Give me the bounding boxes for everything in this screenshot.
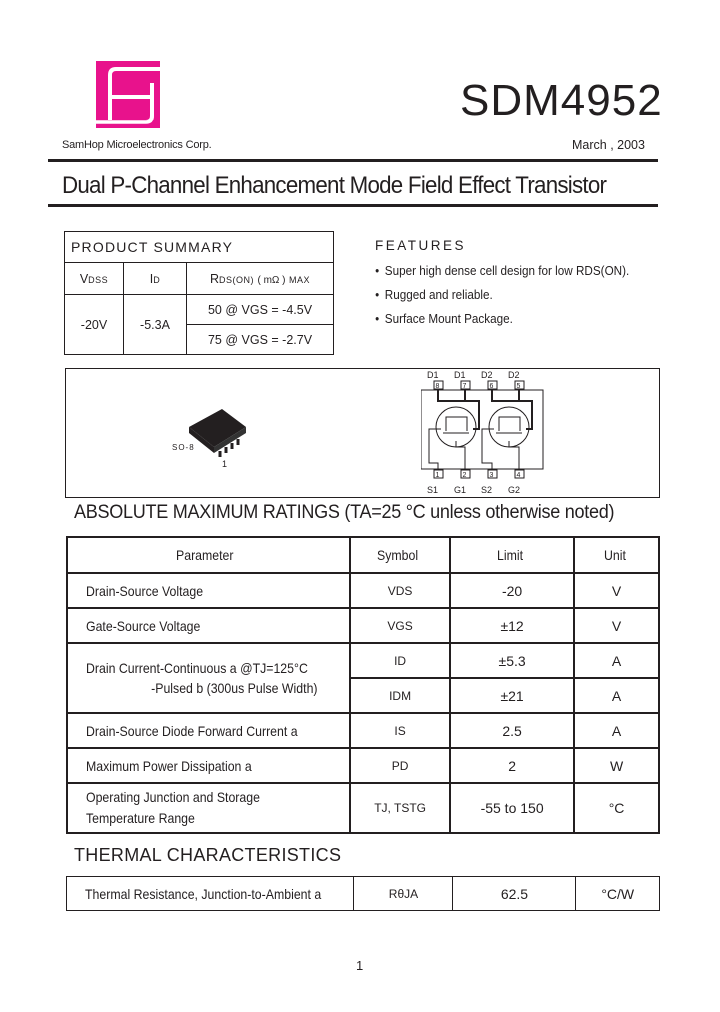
svg-text:D1: D1	[454, 370, 466, 380]
rds-value-2: 75 @ VGS = -2.7V	[187, 325, 334, 355]
table-row: Drain Current-Continuous a @TJ=125°C -Pulsed b (300us Pulse Width) ID ±5.3 A	[67, 643, 659, 678]
package-diagram-box	[65, 368, 660, 498]
samhop-logo-icon	[96, 61, 160, 128]
absolute-max-table	[66, 536, 660, 834]
svg-text:G2: G2	[508, 485, 521, 495]
col-unit: Unit	[574, 537, 659, 573]
vdss-value: -20V	[65, 295, 124, 355]
title-divider	[48, 204, 658, 207]
page-number: 1	[356, 958, 364, 973]
svg-text:8: 8	[435, 383, 440, 390]
part-number: SDM4952	[460, 76, 663, 125]
absolute-max-heading: ABSOLUTE MAXIMUM RATINGS (TA=25 °C unless otherwise noted)	[74, 502, 615, 523]
svg-text:D1: D1	[427, 370, 439, 380]
table-row: Operating Junction and Storage Temperature Range TJ, TSTG -55 to 150 °C	[67, 783, 659, 833]
table-row: Drain-Source Diode Forward Current a IS 2.5 A	[67, 713, 659, 748]
svg-text:S2: S2	[481, 485, 493, 495]
features-heading: FEATURES	[375, 238, 467, 253]
product-summary-table	[64, 231, 334, 355]
feature-item: ● Rugged and reliable.	[375, 287, 629, 302]
svg-text:S1: S1	[427, 485, 439, 495]
document-title: Dual P-Channel Enhancement Mode Field Effect Transistor	[62, 172, 607, 199]
svg-text:1: 1	[435, 472, 440, 479]
features-section	[375, 238, 658, 335]
svg-text:3: 3	[489, 472, 494, 479]
header-divider	[48, 159, 658, 162]
feature-item: ● Super high dense cell design for low RDS(ON).	[375, 263, 629, 278]
svg-text:4: 4	[516, 472, 521, 479]
thermal-heading: THERMAL CHARACTERISTICS	[74, 845, 342, 865]
svg-text:7: 7	[462, 383, 467, 390]
table-row: Drain-Source Voltage VDS -20 V	[67, 573, 659, 608]
product-summary-heading: PRODUCT SUMMARY	[65, 232, 334, 263]
col-symbol: Symbol	[350, 537, 450, 573]
document-date: March , 2003	[572, 138, 645, 152]
company-name: SamHop Microelectronics Corp.	[62, 139, 212, 151]
svg-text:D2: D2	[508, 370, 520, 380]
feature-item: ● Surface Mount Package.	[375, 311, 629, 326]
rds-value-1: 50 @ VGS = -4.5V	[187, 295, 334, 325]
svg-text:D2: D2	[481, 370, 493, 380]
col-rds: RDS(ON) ( mΩ ) MAX	[187, 263, 334, 295]
svg-text:6: 6	[489, 383, 494, 390]
table-row: Gate-Source Voltage VGS ±12 V	[67, 608, 659, 643]
so8-package-icon	[184, 407, 254, 467]
package-name: SO-8	[172, 443, 195, 452]
col-id: ID	[124, 263, 187, 295]
col-vdss: VDSS	[65, 263, 124, 295]
id-value: -5.3A	[124, 295, 187, 355]
svg-text:2: 2	[462, 472, 467, 479]
svg-text:G1: G1	[454, 485, 467, 495]
pin1-label: 1	[222, 459, 228, 469]
col-limit: Limit	[450, 537, 574, 573]
table-row: Thermal Resistance, Junction-to-Ambient a RθJA 62.5 °C/W	[67, 877, 660, 911]
table-row: Maximum Power Dissipation a PD 2 W	[67, 748, 659, 783]
svg-text:5: 5	[516, 383, 521, 390]
pinout-schematic-icon	[421, 369, 551, 496]
thermal-table	[66, 876, 660, 911]
table-row: IDM ±21 A	[67, 678, 659, 713]
col-parameter: Parameter	[67, 537, 350, 573]
